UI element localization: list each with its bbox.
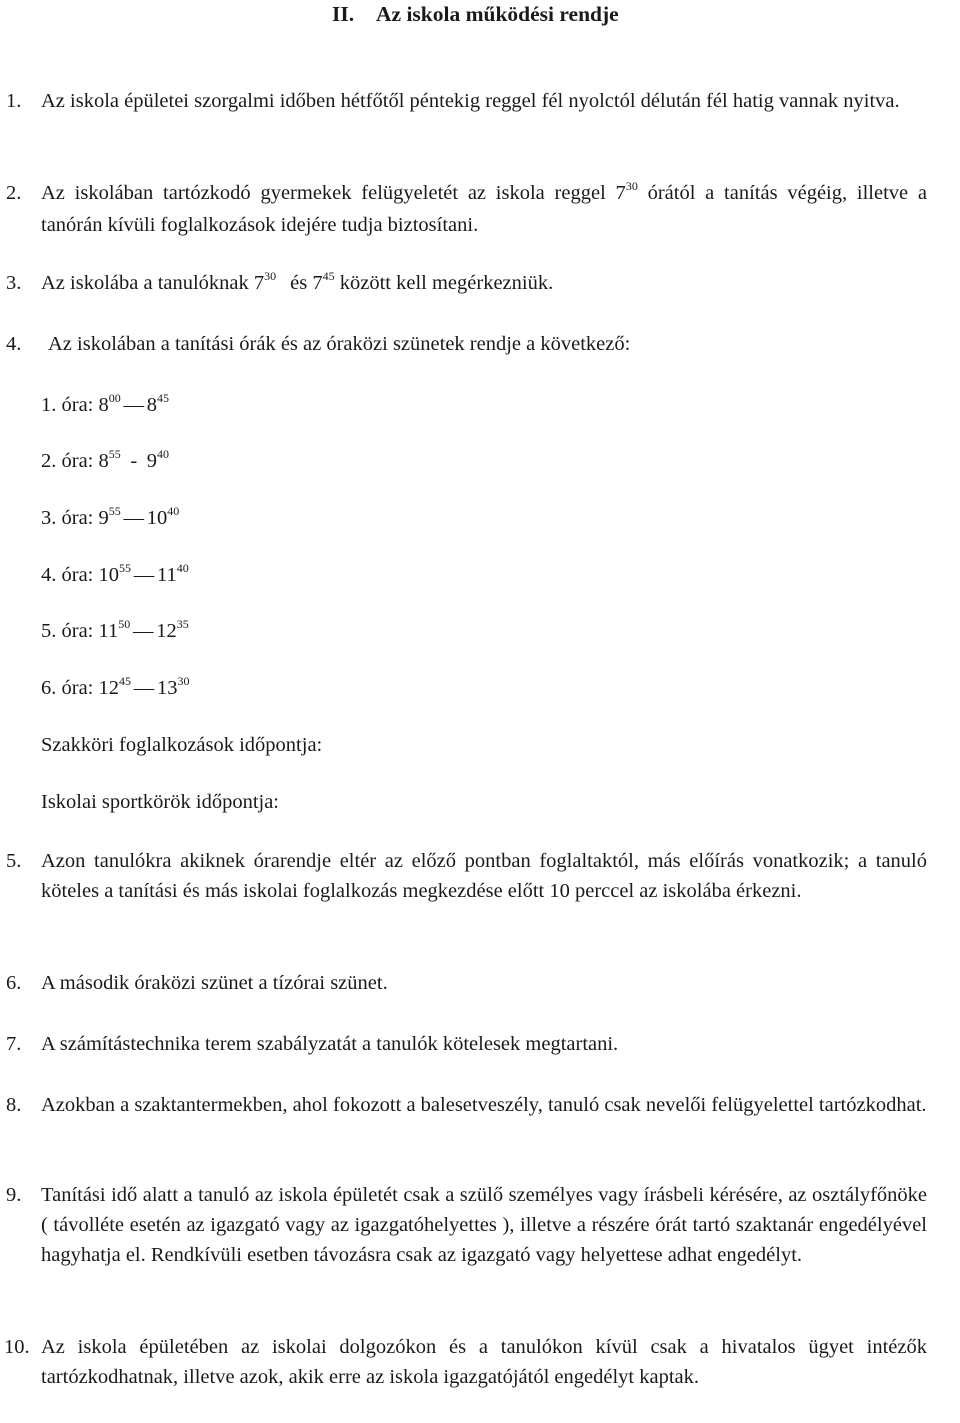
schedule-row-4: 4. óra: $10^{55}$ — $11^{40}$ — [41, 561, 189, 586]
schedule-row-2: 2. óra: $8^{55} - 9^{40}$ — [41, 447, 169, 472]
time-superscript: 45 — [322, 269, 335, 283]
rule-text — [41, 178, 927, 240]
section-number: II. — [332, 2, 355, 26]
time-superscript: 30 — [264, 269, 277, 283]
rule-text-part: között kell megérkezniük. — [334, 272, 554, 294]
sport-schedule-label: Iskolai sportkörök időpontja: — [41, 791, 280, 813]
rule-number: 1. — [6, 90, 22, 112]
rule-number: 2. — [6, 182, 22, 204]
rule-text: A második óraközi szünet a tízórai szünet. — [41, 972, 388, 994]
rule-number: 9. — [6, 1184, 22, 1206]
schedule-row-1: 1. óra: $8^{00}$ — $8^{45}$ — [41, 391, 169, 416]
rule-text-part: és 7 — [290, 272, 323, 294]
rule-text: Az iskola épületében az iskolai dolgozókon és a tanulókon kívül csak a hivatalos ügyet intézők tartózkodhatnak, illetve azok, akik erre az iskola igazgatójától engedélyt kaptak. — [41, 1336, 927, 1388]
rule-number: 3. — [6, 272, 22, 294]
schedule-row-5: 5. óra: $11^{50}$ — $12^{35}$ — [41, 617, 189, 642]
rule-number: 6. — [6, 972, 22, 994]
rule-text-part: Az iskolába a tanulóknak 7 — [41, 272, 265, 294]
rule-text-part: órától a tanítás végéig, illetve a tanórán kívüli foglalkozások idejére tudja biztosítani. — [41, 182, 927, 236]
club-schedule-label: Szakköri foglalkozások időpontja: — [41, 734, 323, 756]
rule-text: A számítástechnika terem szabályzatát a tanulók kötelesek megtartani. — [41, 1033, 619, 1055]
rule-text: Azon tanulókra akiknek órarendje eltér az előző pontban foglaltaktól, más előírás vonatkozik; a tanuló köteles a tanítási és más iskolai foglalkozás megkezdése előtt 10 perccel az iskolába érkezni. — [41, 850, 927, 902]
schedule-row-3: 3. óra: $9^{55}$ — $10^{40}$ — [41, 504, 180, 529]
rule-text: Az iskola épületei szorgalmi időben hétfőtől péntekig reggel fél nyolctól délután fél hatig vannak nyitva. — [41, 90, 900, 112]
rule-number: 10. — [4, 1336, 30, 1358]
rule-text: Azokban a szaktantermekben, ahol fokozott a balesetveszély, tanuló csak nevelői felügyelettel tartózkodhat. — [41, 1094, 927, 1116]
rule-text — [41, 268, 927, 300]
schedule-row-6: 6. óra: $12^{45}$ — $13^{30}$ — [41, 674, 190, 699]
time-superscript: 30 — [625, 179, 638, 193]
rule-text: Az iskolában a tanítási órák és az óraközi szünetek rendje a következő: — [48, 333, 631, 355]
rule-text: Tanítási idő alatt a tanuló az iskola épületét csak a szülő személyes vagy írásbeli kérésére, az osztályfőnöke ( távolléte esetén az igazgató vagy az igazgatóhelyettes ), illetve a részére órát tartó szaktanár engedélyével hagyhatja el. Rendkívüli esetben távozásra csak az igazgató vagy helyettese adhat engedélyt. — [41, 1184, 927, 1266]
rule-number: 5. — [6, 850, 22, 872]
rule-number: 8. — [6, 1094, 22, 1116]
rule-number: 4. — [6, 333, 22, 355]
section-title-text: Az iskola működési rendje — [376, 2, 619, 26]
rule-number: 7. — [6, 1033, 22, 1055]
rule-text-part: Az iskolában tartózkodó gyermekek felügyeletét az iskola reggel 7 — [41, 182, 626, 204]
section-title — [332, 0, 619, 28]
